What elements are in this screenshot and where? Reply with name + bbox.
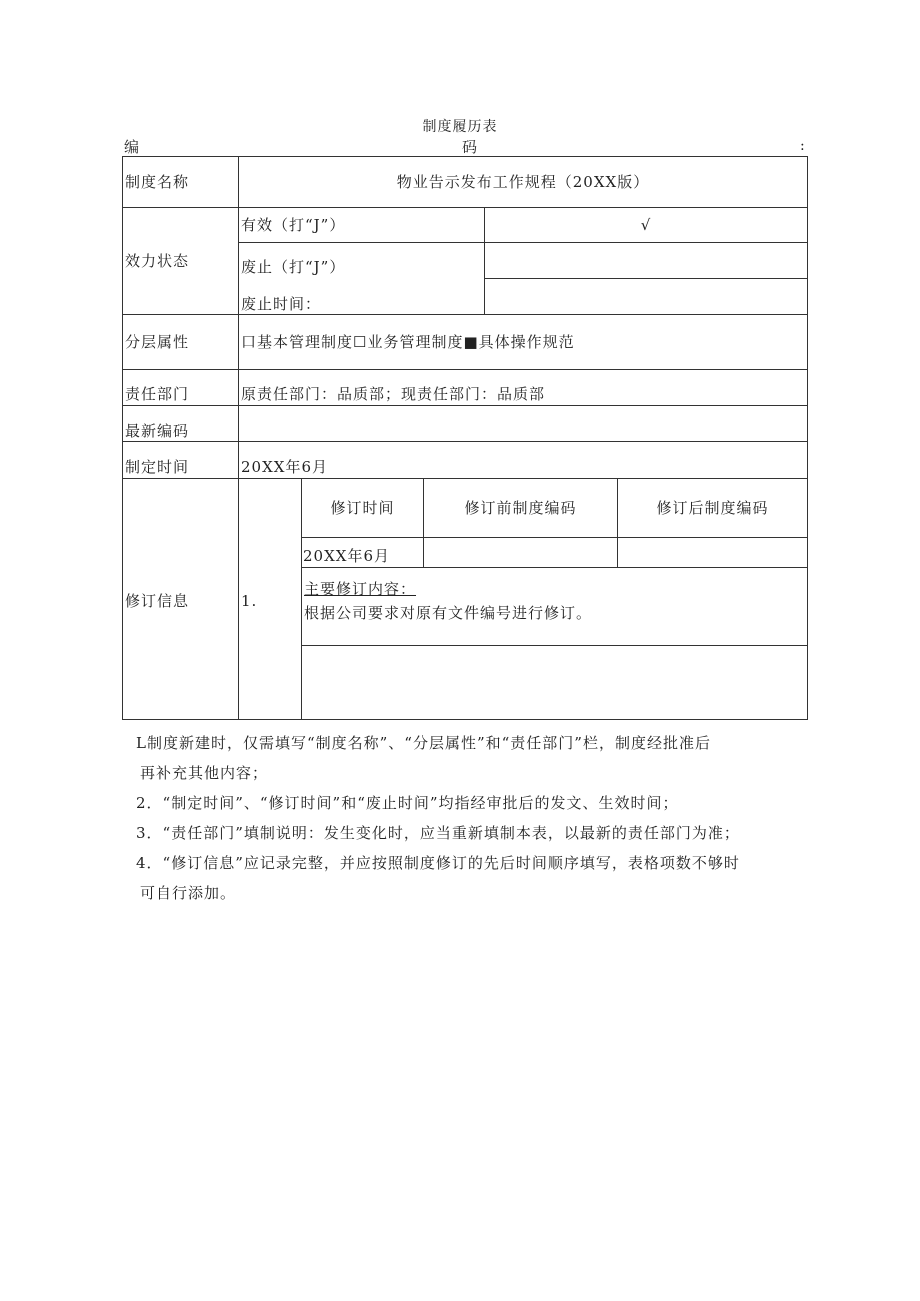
grid-line: [301, 537, 808, 538]
note-line: 3．“责任部门”填制说明：发生变化时，应当重新填制本表，以最新的责任部门为准；: [136, 824, 740, 842]
label-revision: 修订信息: [125, 592, 190, 610]
grid-line: [807, 156, 808, 720]
label-policy-name: 制度名称: [125, 173, 190, 191]
made-time-value: 20XX年6月: [241, 458, 328, 476]
note-line: 再补充其他内容；: [140, 764, 269, 782]
status-valid-label: 有效（打“J”）: [241, 216, 346, 234]
grid-line: [122, 719, 808, 720]
label-dept: 责任部门: [125, 385, 190, 403]
revision-header-before-code: 修订前制度编码: [464, 499, 577, 517]
policy-name-value: 物业告示发布工作规程（20XX版）: [396, 173, 650, 191]
grid-line: [122, 369, 808, 370]
label-layer: 分层属性: [125, 333, 190, 351]
label-status: 效力状态: [125, 252, 190, 270]
label-made-time: 制定时间: [125, 458, 190, 476]
note-line: 2．“制定时间”、“修订时间”和“废止时间”均指经审批后的发文、生效时间；: [136, 794, 679, 812]
grid-line: [301, 567, 808, 568]
dept-value: 原责任部门：品质部；现责任部门：品质部: [241, 385, 546, 403]
note-line: L制度新建时，仅需填写“制度名称”、“分层属性”和“责任部门”栏，制度经批准后: [136, 734, 711, 752]
grid-line: [238, 156, 239, 720]
status-void-time-label: 废止时间：: [241, 295, 322, 313]
code-label-left: 编: [124, 138, 140, 156]
revision-header-time: 修订时间: [330, 499, 395, 517]
revision-content-title: 主要修订内容：: [304, 580, 417, 598]
revision-header-after-code: 修订后制度编码: [656, 499, 769, 517]
note-line: 可自行添加。: [140, 884, 237, 902]
code-colon: :: [800, 138, 805, 154]
note-line: 4．“修订信息”应记录完整，并应按照制度修订的先后时间顺序填写，表格项数不够时: [136, 854, 740, 872]
grid-line: [301, 645, 808, 646]
revision-time-value: 20XX年6月: [303, 547, 390, 565]
layer-value: 口基本管理制度☐业务管理制度■具体操作规范: [241, 333, 575, 351]
revision-index: 1.: [241, 592, 258, 610]
label-latest-code: 最新编码: [125, 422, 190, 440]
revision-content-text: 根据公司要求对原有文件编号进行修订。: [304, 604, 593, 622]
grid-line: [122, 156, 123, 720]
grid-line: [484, 278, 808, 279]
grid-line: [122, 156, 808, 157]
grid-line: [617, 478, 618, 568]
grid-line: [122, 441, 808, 442]
grid-line: [122, 478, 808, 479]
page-title: 制度履历表: [422, 119, 498, 135]
notes: [136, 728, 816, 908]
grid-line: [122, 207, 808, 208]
status-valid-checkmark: √: [640, 216, 652, 234]
grid-line: [423, 478, 424, 568]
status-void-label: 废止（打“J”）: [241, 258, 346, 276]
code-label-mid: 码: [462, 138, 478, 156]
grid-line: [122, 405, 808, 406]
grid-line: [122, 314, 808, 315]
grid-line: [238, 242, 808, 243]
